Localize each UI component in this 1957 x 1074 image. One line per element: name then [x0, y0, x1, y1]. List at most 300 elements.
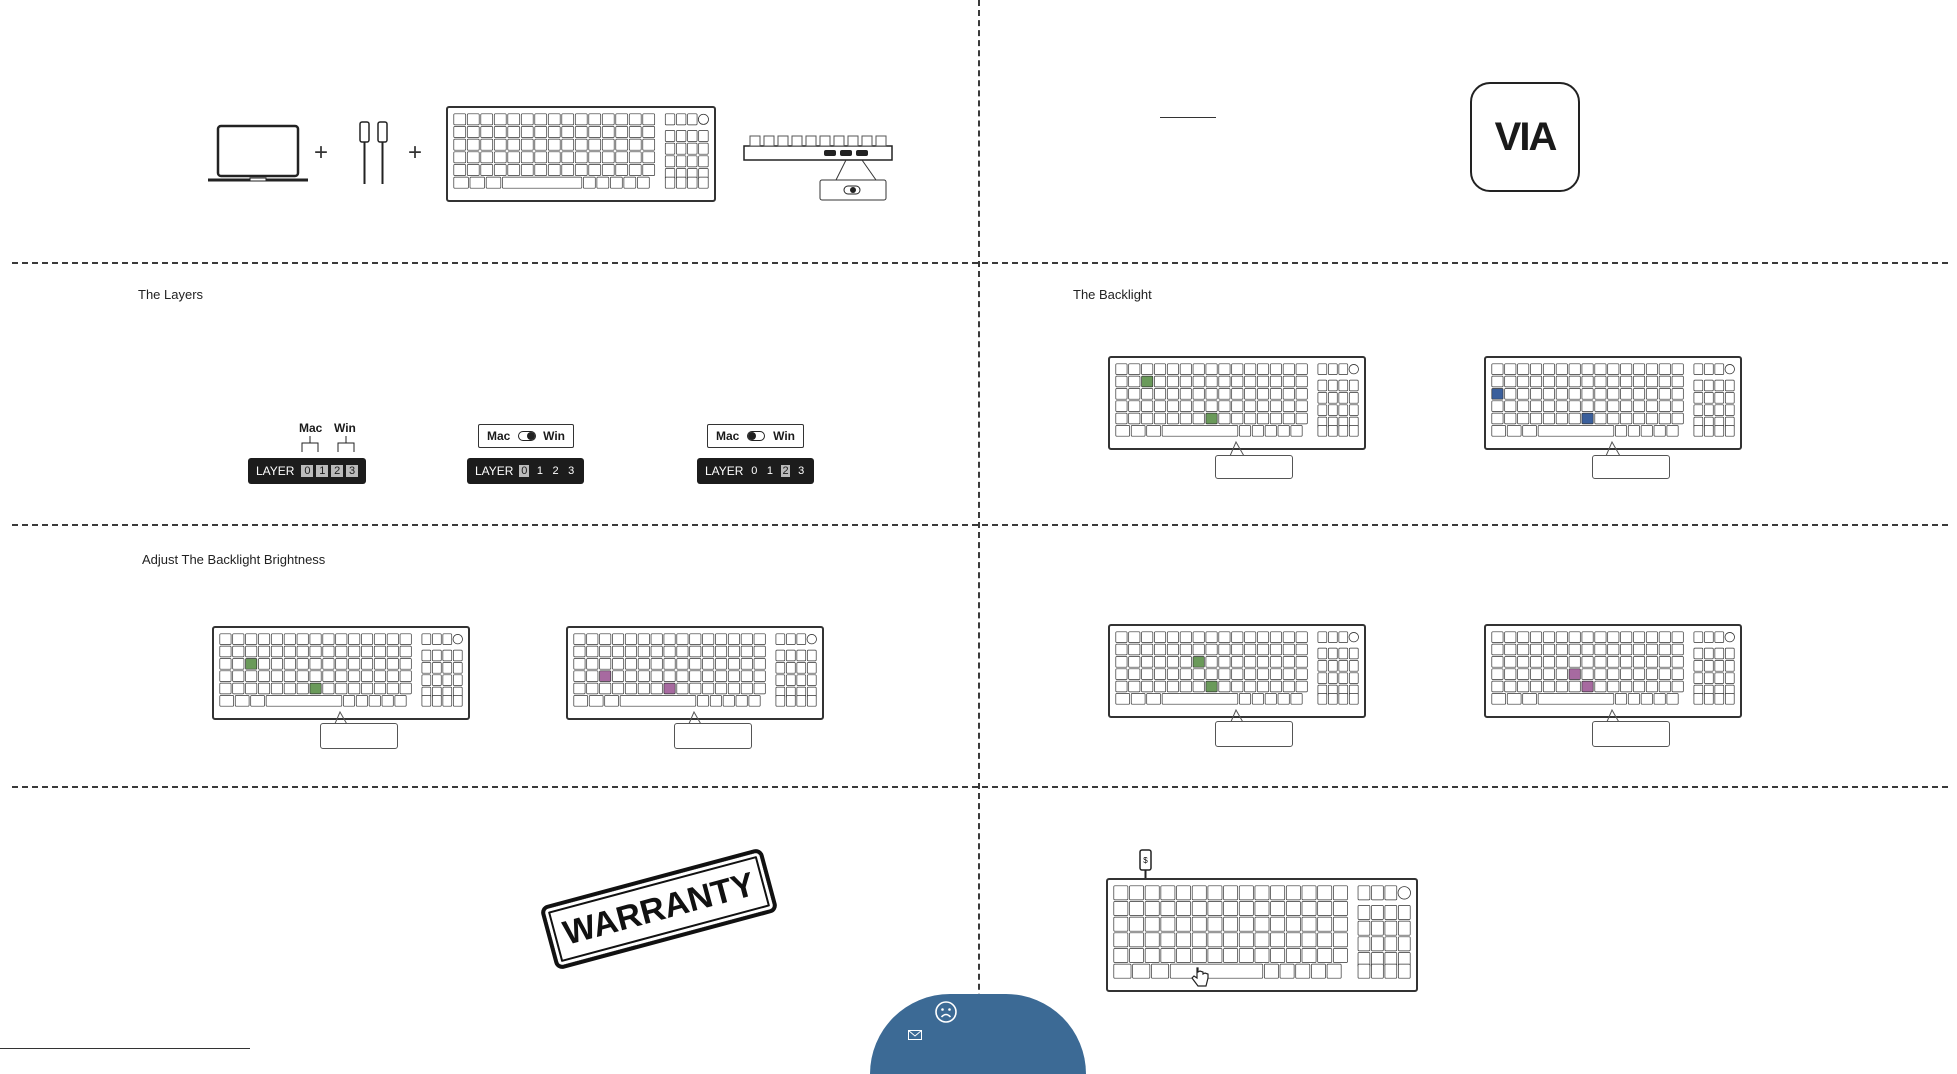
key [1672, 413, 1683, 424]
numpad-key [688, 177, 698, 188]
key [1569, 656, 1580, 667]
key [1278, 693, 1289, 704]
key [1167, 632, 1178, 643]
key [521, 164, 533, 175]
spacebar-key [266, 695, 342, 706]
key [1193, 376, 1204, 387]
numpad-key [1398, 964, 1410, 978]
numpad-key [1349, 673, 1358, 684]
key [361, 646, 372, 657]
key [251, 695, 265, 706]
key [1492, 656, 1503, 667]
numpad-key [1715, 364, 1724, 375]
key [1492, 413, 1503, 424]
numpad-key [1358, 964, 1370, 978]
key [1232, 632, 1243, 643]
keyboard-speed-2 [1484, 624, 1742, 718]
numpad-key [688, 114, 698, 125]
key [602, 114, 614, 125]
key [1239, 886, 1253, 900]
key [1608, 376, 1619, 387]
key [625, 646, 636, 657]
key [1232, 413, 1243, 424]
key [1621, 401, 1632, 412]
key [1507, 693, 1521, 704]
key [1286, 917, 1300, 931]
key [1556, 413, 1567, 424]
numpad-key [1328, 405, 1337, 416]
key [629, 126, 641, 137]
key [1257, 681, 1268, 692]
highlighted-key [664, 683, 675, 694]
numpad-key [786, 695, 795, 706]
key [548, 152, 560, 163]
key [1232, 656, 1243, 667]
key [1333, 901, 1347, 915]
key [258, 646, 269, 657]
key [600, 658, 611, 669]
key [1271, 901, 1285, 915]
mac-win-switch-win: Mac Win [707, 424, 804, 448]
key [612, 634, 623, 645]
key [602, 126, 614, 137]
key [323, 683, 334, 694]
key [1628, 425, 1639, 436]
key [1318, 933, 1332, 947]
numpad-key [1371, 921, 1383, 935]
key [1672, 669, 1683, 680]
key [1131, 425, 1145, 436]
key [1659, 401, 1670, 412]
divider-row-3 [12, 786, 1948, 788]
key [336, 671, 347, 682]
key [336, 658, 347, 669]
key [1654, 693, 1665, 704]
key [1492, 681, 1503, 692]
key [600, 683, 611, 694]
key [1283, 669, 1294, 680]
key [1270, 669, 1281, 680]
key [1180, 644, 1191, 655]
numpad-key [432, 634, 441, 645]
numpad-key [1328, 648, 1337, 659]
key [1518, 656, 1529, 667]
key [1114, 917, 1128, 931]
key [602, 139, 614, 150]
key [1167, 413, 1178, 424]
callout-pointer [1588, 440, 1638, 456]
key [1129, 886, 1143, 900]
key [677, 634, 688, 645]
key [1206, 388, 1217, 399]
numpad-key [453, 650, 462, 661]
key [548, 126, 560, 137]
key [535, 152, 547, 163]
key [1193, 644, 1204, 655]
key [1265, 693, 1276, 704]
numpad-key [1339, 632, 1348, 643]
key [1530, 413, 1541, 424]
numpad-key [1328, 693, 1337, 704]
key [616, 126, 628, 137]
key [562, 164, 574, 175]
numpad-key [1704, 648, 1713, 659]
key [562, 139, 574, 150]
key [1543, 644, 1554, 655]
key [1633, 644, 1644, 655]
key [1646, 376, 1657, 387]
key [1543, 656, 1554, 667]
key [1167, 656, 1178, 667]
key [1167, 388, 1178, 399]
highlighted-key [1193, 656, 1204, 667]
key [454, 126, 466, 137]
key [575, 114, 587, 125]
numpad-key [807, 695, 816, 706]
keyboard-backlight-1 [1108, 356, 1366, 450]
key [589, 152, 601, 163]
key [1193, 413, 1204, 424]
sad-face-icon[interactable] [934, 1000, 958, 1024]
key [629, 114, 641, 125]
key [1252, 693, 1263, 704]
key [1208, 886, 1222, 900]
keyboard-speed-1 [1108, 624, 1366, 718]
key [1518, 681, 1529, 692]
key [1116, 693, 1130, 704]
key [1142, 632, 1153, 643]
key [728, 658, 739, 669]
key [535, 139, 547, 150]
numpad-key [1694, 673, 1703, 684]
key [271, 634, 282, 645]
key [1659, 376, 1670, 387]
key [1142, 413, 1153, 424]
key [1154, 644, 1165, 655]
numpad-key [1715, 673, 1724, 684]
key [1193, 401, 1204, 412]
key [1180, 364, 1191, 375]
highlighted-key [1142, 376, 1153, 387]
key [548, 139, 560, 150]
numpad-key [1318, 632, 1327, 643]
key [481, 114, 493, 125]
key [697, 695, 708, 706]
numpad-key [1715, 632, 1724, 643]
key [1659, 364, 1670, 375]
key [1646, 681, 1657, 692]
key [1245, 413, 1256, 424]
key [1161, 901, 1175, 915]
key [1530, 376, 1541, 387]
key [1633, 656, 1644, 667]
key [220, 671, 231, 682]
footer-line [0, 1048, 250, 1049]
key [1147, 425, 1161, 436]
key [1116, 401, 1127, 412]
key [486, 177, 501, 188]
key [690, 683, 701, 694]
key [1129, 376, 1140, 387]
numpad-key [1704, 632, 1713, 643]
layer-2: 2 [331, 465, 343, 477]
key [1208, 901, 1222, 915]
key [1239, 948, 1253, 962]
key [1154, 401, 1165, 412]
key [1239, 425, 1250, 436]
key [454, 164, 466, 175]
key [1646, 401, 1657, 412]
numpad-key [1349, 380, 1358, 391]
key [629, 152, 641, 163]
key [361, 634, 372, 645]
toggle-icon [518, 431, 536, 441]
numpad-key [676, 156, 686, 167]
numpad-key [665, 114, 675, 125]
numpad-key [1339, 660, 1348, 671]
numpad-key [807, 675, 816, 686]
keyboard-side-view [740, 130, 896, 204]
numpad-key [1318, 405, 1327, 416]
svg-text:$: $ [1143, 856, 1148, 865]
key [271, 658, 282, 669]
numpad-key [699, 143, 709, 154]
key [1208, 948, 1222, 962]
key [494, 139, 506, 150]
key [1142, 401, 1153, 412]
numpad-key [1318, 660, 1327, 671]
key [233, 634, 244, 645]
key [1318, 901, 1332, 915]
numpad-key [797, 695, 806, 706]
key [1523, 693, 1537, 704]
numpad-key [1715, 380, 1724, 391]
numpad-key [776, 662, 785, 673]
key [1129, 948, 1143, 962]
keyboard-top-view [446, 106, 716, 202]
key [1302, 886, 1316, 900]
key [703, 683, 714, 694]
key [284, 683, 295, 694]
key [521, 126, 533, 137]
key [400, 658, 411, 669]
key [1302, 933, 1316, 947]
key [1646, 632, 1657, 643]
key [1278, 425, 1289, 436]
key [1595, 401, 1606, 412]
key [1646, 656, 1657, 667]
key [1154, 669, 1165, 680]
key [1296, 964, 1310, 978]
layer-3: 3 [346, 465, 358, 477]
key [1257, 632, 1268, 643]
key [1659, 656, 1670, 667]
numpad-key [1398, 905, 1410, 919]
key [284, 671, 295, 682]
key [715, 658, 726, 669]
numpad-key [1339, 425, 1348, 436]
key [494, 152, 506, 163]
key [1219, 413, 1230, 424]
key [1621, 364, 1632, 375]
key [1154, 656, 1165, 667]
key [629, 164, 641, 175]
numpad-key [1715, 660, 1724, 671]
key [454, 114, 466, 125]
mail-icon[interactable] [908, 1030, 922, 1040]
key [1646, 669, 1657, 680]
numpad-key [776, 675, 785, 686]
key [643, 114, 655, 125]
key [1530, 644, 1541, 655]
key [1239, 933, 1253, 947]
key [1142, 644, 1153, 655]
key [677, 658, 688, 669]
key [1283, 401, 1294, 412]
highlighted-key [1582, 413, 1593, 424]
key [1232, 364, 1243, 375]
key [1633, 388, 1644, 399]
key [1543, 401, 1554, 412]
key [1219, 632, 1230, 643]
key [349, 634, 360, 645]
key [1239, 901, 1253, 915]
numpad-key [1704, 364, 1713, 375]
key [1518, 364, 1529, 375]
key [1257, 376, 1268, 387]
numpad-key [1318, 380, 1327, 391]
key [1177, 901, 1191, 915]
key [1327, 964, 1341, 978]
key [1116, 644, 1127, 655]
key [612, 683, 623, 694]
key [638, 671, 649, 682]
knob-icon [807, 634, 816, 643]
key [1192, 901, 1206, 915]
numpad-key [422, 662, 431, 673]
key [1318, 948, 1332, 962]
key [1333, 886, 1347, 900]
numpad-key [665, 130, 675, 141]
key [754, 671, 765, 682]
key [220, 658, 231, 669]
numpad-key [1725, 660, 1734, 671]
key [1595, 388, 1606, 399]
key [387, 683, 398, 694]
key [1505, 401, 1516, 412]
key [638, 634, 649, 645]
key [356, 695, 367, 706]
key [1154, 364, 1165, 375]
key [1518, 376, 1529, 387]
numpad-key [1349, 392, 1358, 403]
key [1641, 425, 1652, 436]
key [1167, 364, 1178, 375]
numpad-key [665, 177, 675, 188]
numpad-key [422, 650, 431, 661]
key [1296, 364, 1307, 375]
key [638, 683, 649, 694]
key [1492, 376, 1503, 387]
key [1621, 656, 1632, 667]
key [297, 683, 308, 694]
numpad-key [1694, 425, 1703, 436]
via-logo: VIA [1470, 82, 1580, 192]
key [741, 634, 752, 645]
key [1296, 388, 1307, 399]
key [1672, 681, 1683, 692]
key [612, 646, 623, 657]
key [651, 634, 662, 645]
key [1129, 681, 1140, 692]
key [1161, 886, 1175, 900]
key [1142, 364, 1153, 375]
key [1129, 669, 1140, 680]
numpad-key [1694, 648, 1703, 659]
key [1608, 644, 1619, 655]
numpad-key [1398, 921, 1410, 935]
key [1114, 933, 1128, 947]
key [1145, 948, 1159, 962]
key [1116, 656, 1127, 667]
numpad-key [1725, 673, 1734, 684]
key [1252, 425, 1263, 436]
key [589, 164, 601, 175]
key [1582, 388, 1593, 399]
key [1556, 364, 1567, 375]
key [374, 658, 385, 669]
key [1271, 948, 1285, 962]
feedback-widget[interactable] [870, 994, 1086, 1074]
key [535, 164, 547, 175]
key [470, 177, 485, 188]
key [1492, 644, 1503, 655]
numpad-key [1385, 905, 1397, 919]
key [1492, 364, 1503, 375]
key [297, 671, 308, 682]
key [1154, 632, 1165, 643]
key [494, 114, 506, 125]
key [1543, 413, 1554, 424]
key [1628, 693, 1639, 704]
numpad-key [1371, 964, 1383, 978]
numpad-key [422, 634, 431, 645]
key [361, 671, 372, 682]
key [1167, 376, 1178, 387]
key [1116, 632, 1127, 643]
key [349, 671, 360, 682]
key [454, 177, 469, 188]
numpad-key [1715, 392, 1724, 403]
key [1296, 376, 1307, 387]
key [1151, 964, 1168, 978]
callout-pointer [1212, 440, 1262, 456]
key [1161, 917, 1175, 931]
key [1192, 886, 1206, 900]
numpad-key [807, 650, 816, 661]
key [1646, 364, 1657, 375]
highlighted-key [246, 658, 257, 669]
key [1192, 917, 1206, 931]
key [625, 683, 636, 694]
key [575, 164, 587, 175]
key [508, 114, 520, 125]
key [400, 683, 411, 694]
key [1291, 425, 1302, 436]
laptop-icon [206, 124, 310, 184]
key [1255, 933, 1269, 947]
key [1530, 669, 1541, 680]
